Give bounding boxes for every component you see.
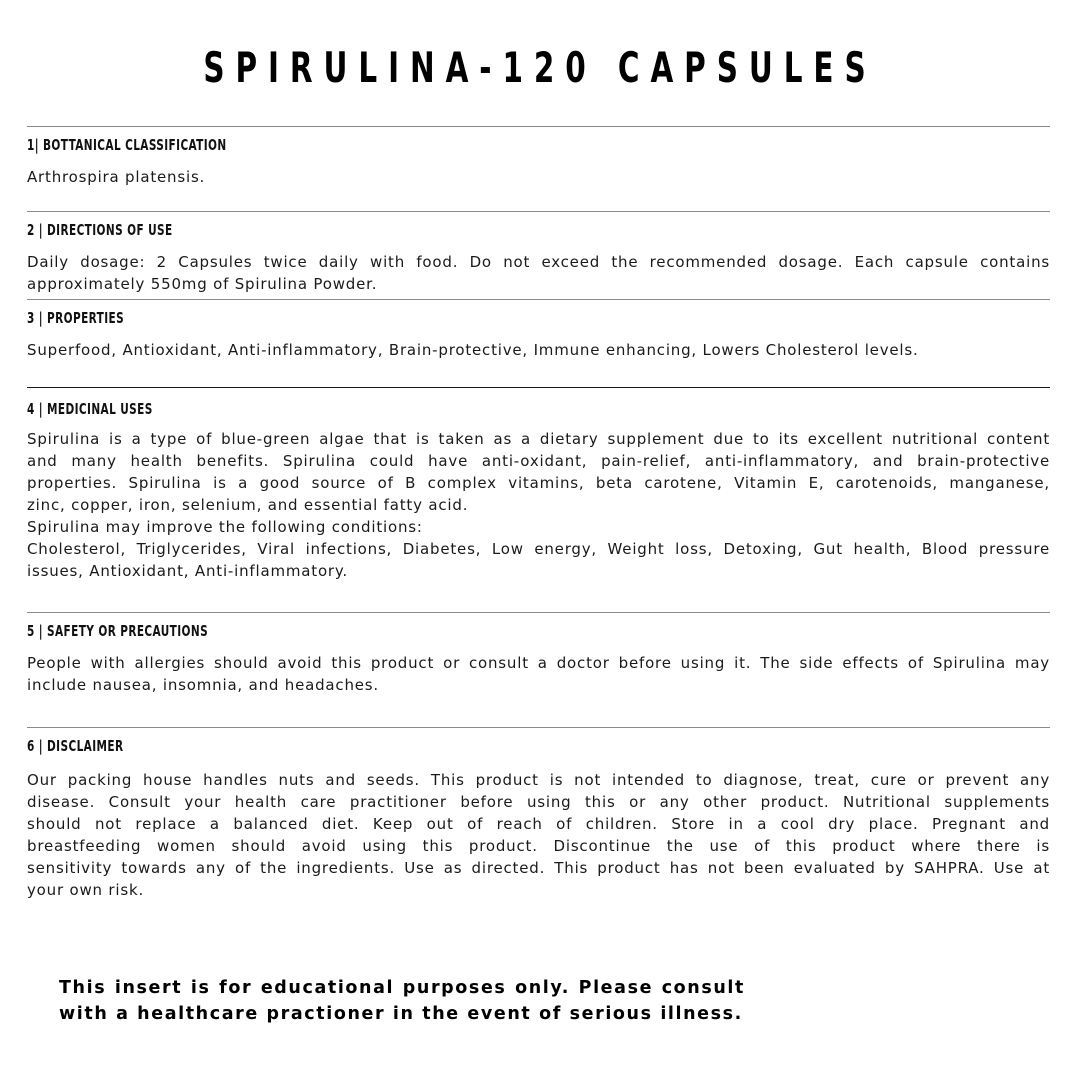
notice-line: This insert is for educational purposes only. Please consult	[59, 978, 745, 998]
text-line: Arthrospira platensis.	[27, 168, 206, 186]
educational-notice	[59, 975, 745, 1027]
section-body-properties	[27, 339, 1050, 361]
text-line: Spirulina is a type of blue-green algae that is taken as a dietary supplement due to its excellent nutritional content	[27, 430, 1050, 448]
page-title: SPIRULINA-120 CAPSULES	[203, 43, 877, 92]
text-line: sensitivity towards any of the ingredients. Use as directed. This product has not been evaluated by SAHPRA. Use at	[27, 859, 1050, 877]
notice-line: with a healthcare practioner in the event of serious illness.	[59, 1004, 743, 1024]
section-heading-directions: 2 | DIRECTIONS OF USE	[27, 221, 173, 239]
section-divider	[27, 126, 1050, 127]
section-divider	[27, 211, 1050, 212]
text-line: Spirulina may improve the following conditions:	[27, 518, 423, 536]
section-heading-properties: 3 | PROPERTIES	[27, 309, 125, 327]
section-heading-safety: 5 | SAFETY OR PRECAUTIONS	[27, 622, 209, 640]
text-line: your own risk.	[27, 881, 145, 899]
section-heading-botanical: 1| BOTTANICAL CLASSIFICATION	[27, 136, 227, 154]
section-body-safety	[27, 652, 1050, 696]
text-line: Daily dosage: 2 Capsules twice daily with food. Do not exceed the recommended dosage. Each capsule contains	[27, 253, 1050, 271]
text-line: breastfeeding women should avoid using this product. Discontinue the use of this product where there is	[27, 837, 1050, 855]
section-body-botanical	[27, 166, 1050, 188]
section-body-disclaimer	[27, 769, 1050, 901]
text-line: approximately 550mg of Spirulina Powder.	[27, 275, 378, 293]
text-line: include nausea, insomnia, and headaches.	[27, 676, 379, 694]
text-line: disease. Consult your health care practitioner before using this or any other product. Nutritional supplements	[27, 793, 1050, 811]
text-line: properties. Spirulina is a good source of B complex vitamins, beta carotene, Vitamin E, carotenoids, manganese,	[27, 474, 1050, 492]
section-divider	[27, 612, 1050, 613]
text-line: issues, Antioxidant, Anti-inflammatory.	[27, 562, 348, 580]
section-divider	[27, 727, 1050, 728]
section-body-directions	[27, 251, 1050, 295]
section-body-medicinal	[27, 428, 1050, 582]
section-divider	[27, 299, 1050, 300]
text-line: People with allergies should avoid this product or consult a doctor before using it. The side effects of Spirulina may	[27, 654, 1050, 672]
text-line: and many health benefits. Spirulina could have anti-oxidant, pain-relief, anti-inflammatory, and brain-protective	[27, 452, 1050, 470]
text-line: zinc, copper, iron, selenium, and essential fatty acid.	[27, 496, 469, 514]
text-line: Cholesterol, Triglycerides, Viral infections, Diabetes, Low energy, Weight loss, Detoxing, Gut health, Blood pressure	[27, 540, 1050, 558]
section-heading-disclaimer: 6 | DISCLAIMER	[27, 737, 124, 755]
text-line: should not replace a balanced diet. Keep out of reach of children. Store in a cool dry place. Pregnant and	[27, 815, 1050, 833]
text-line: Superfood, Antioxidant, Anti-inflammatory, Brain-protective, Immune enhancing, Lowers Cholesterol levels.	[27, 341, 919, 359]
text-line: Our packing house handles nuts and seeds. This product is not intended to diagnose, treat, cure or prevent any	[27, 771, 1050, 789]
section-heading-medicinal: 4 | MEDICINAL USES	[27, 400, 153, 418]
section-divider	[27, 387, 1050, 388]
